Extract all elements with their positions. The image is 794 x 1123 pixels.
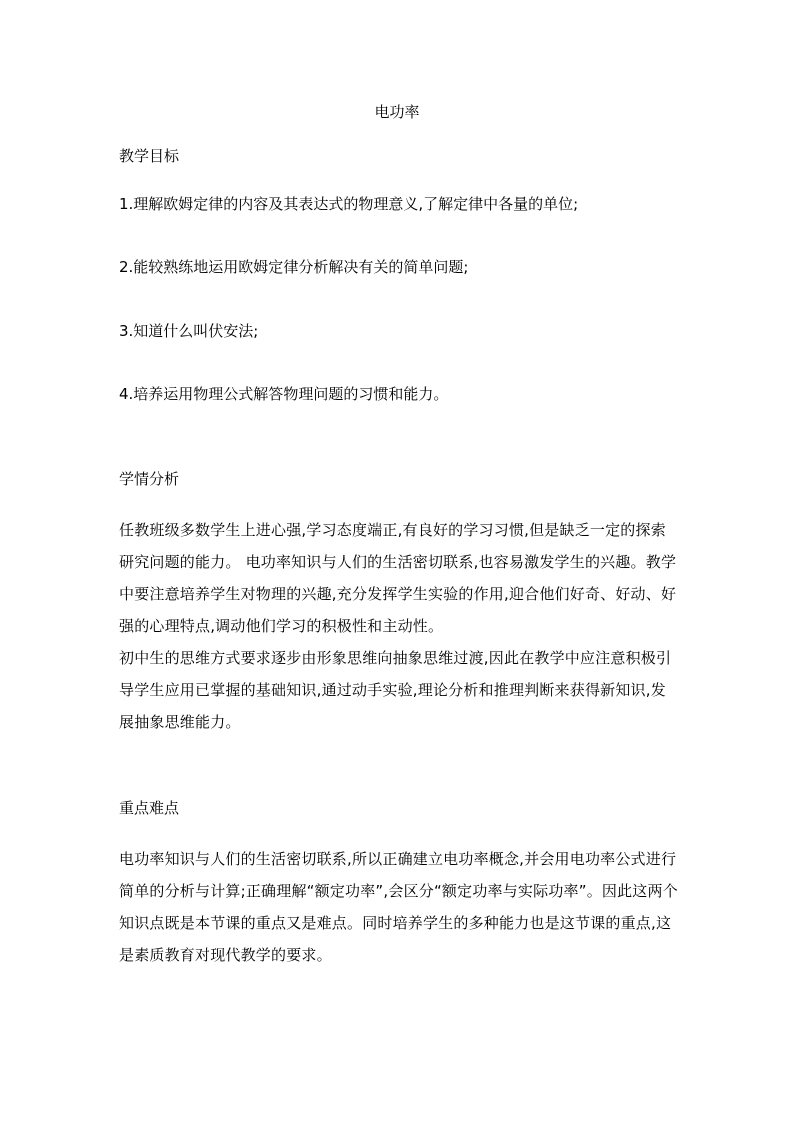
learner-analysis-paragraph-1: 任教班级多数学生上进心强,学习态度端正,有良好的学习习惯,但是缺乏一定的探索研究问题的能力。 电功率知识与人们的生活密切联系,也容易激发学生的兴趣。教学中要注意培养学生对物理的兴趣,充分发挥学生实验的作用,迎合他们好奇、好动、好强的心理特点,调动他们学习的积极性和主动性。 (119, 521, 677, 635)
goal-item-1: 1.理解欧姆定律的内容及其表达式的物理意义,了解定律中各量的单位; (119, 195, 579, 213)
document-title: 电功率 (374, 103, 420, 121)
goal-item-3: 3.知道什么叫伏安法; (119, 322, 259, 340)
goal-item-2: 2.能较熟练地运用欧姆定律分析解决有关的简单问题; (119, 258, 469, 276)
section-heading-learner-analysis: 学情分析 (119, 470, 180, 488)
learner-analysis-body (119, 514, 679, 738)
section-heading-teaching-goals: 教学目标 (119, 147, 180, 165)
section-heading-key-points: 重点难点 (119, 799, 180, 817)
key-points-body (119, 843, 679, 971)
key-points-paragraph-1: 电功率知识与人们的生活密切联系,所以正确建立电功率概念,并会用电功率公式进行简单的分析与计算;正确理解“额定功率”,会区分“额定功率与实际功率”。因此这两个知识点既是本节课的重点又是难点。同时培养学生的多种能力也是这节课的重点,这是素质教育对现代教学的要求。 (119, 850, 678, 964)
goal-item-4: 4.培养运用物理公式解答物理问题的习惯和能力。 (119, 385, 449, 403)
learner-analysis-paragraph-2: 初中生的思维方式要求逐步由形象思维向抽象思维过渡,因此在教学中应注意积极引导学生应用已掌握的基础知识,通过动手实验,理论分析和推理判断来获得新知识,发展抽象思维能力。 (119, 649, 672, 731)
